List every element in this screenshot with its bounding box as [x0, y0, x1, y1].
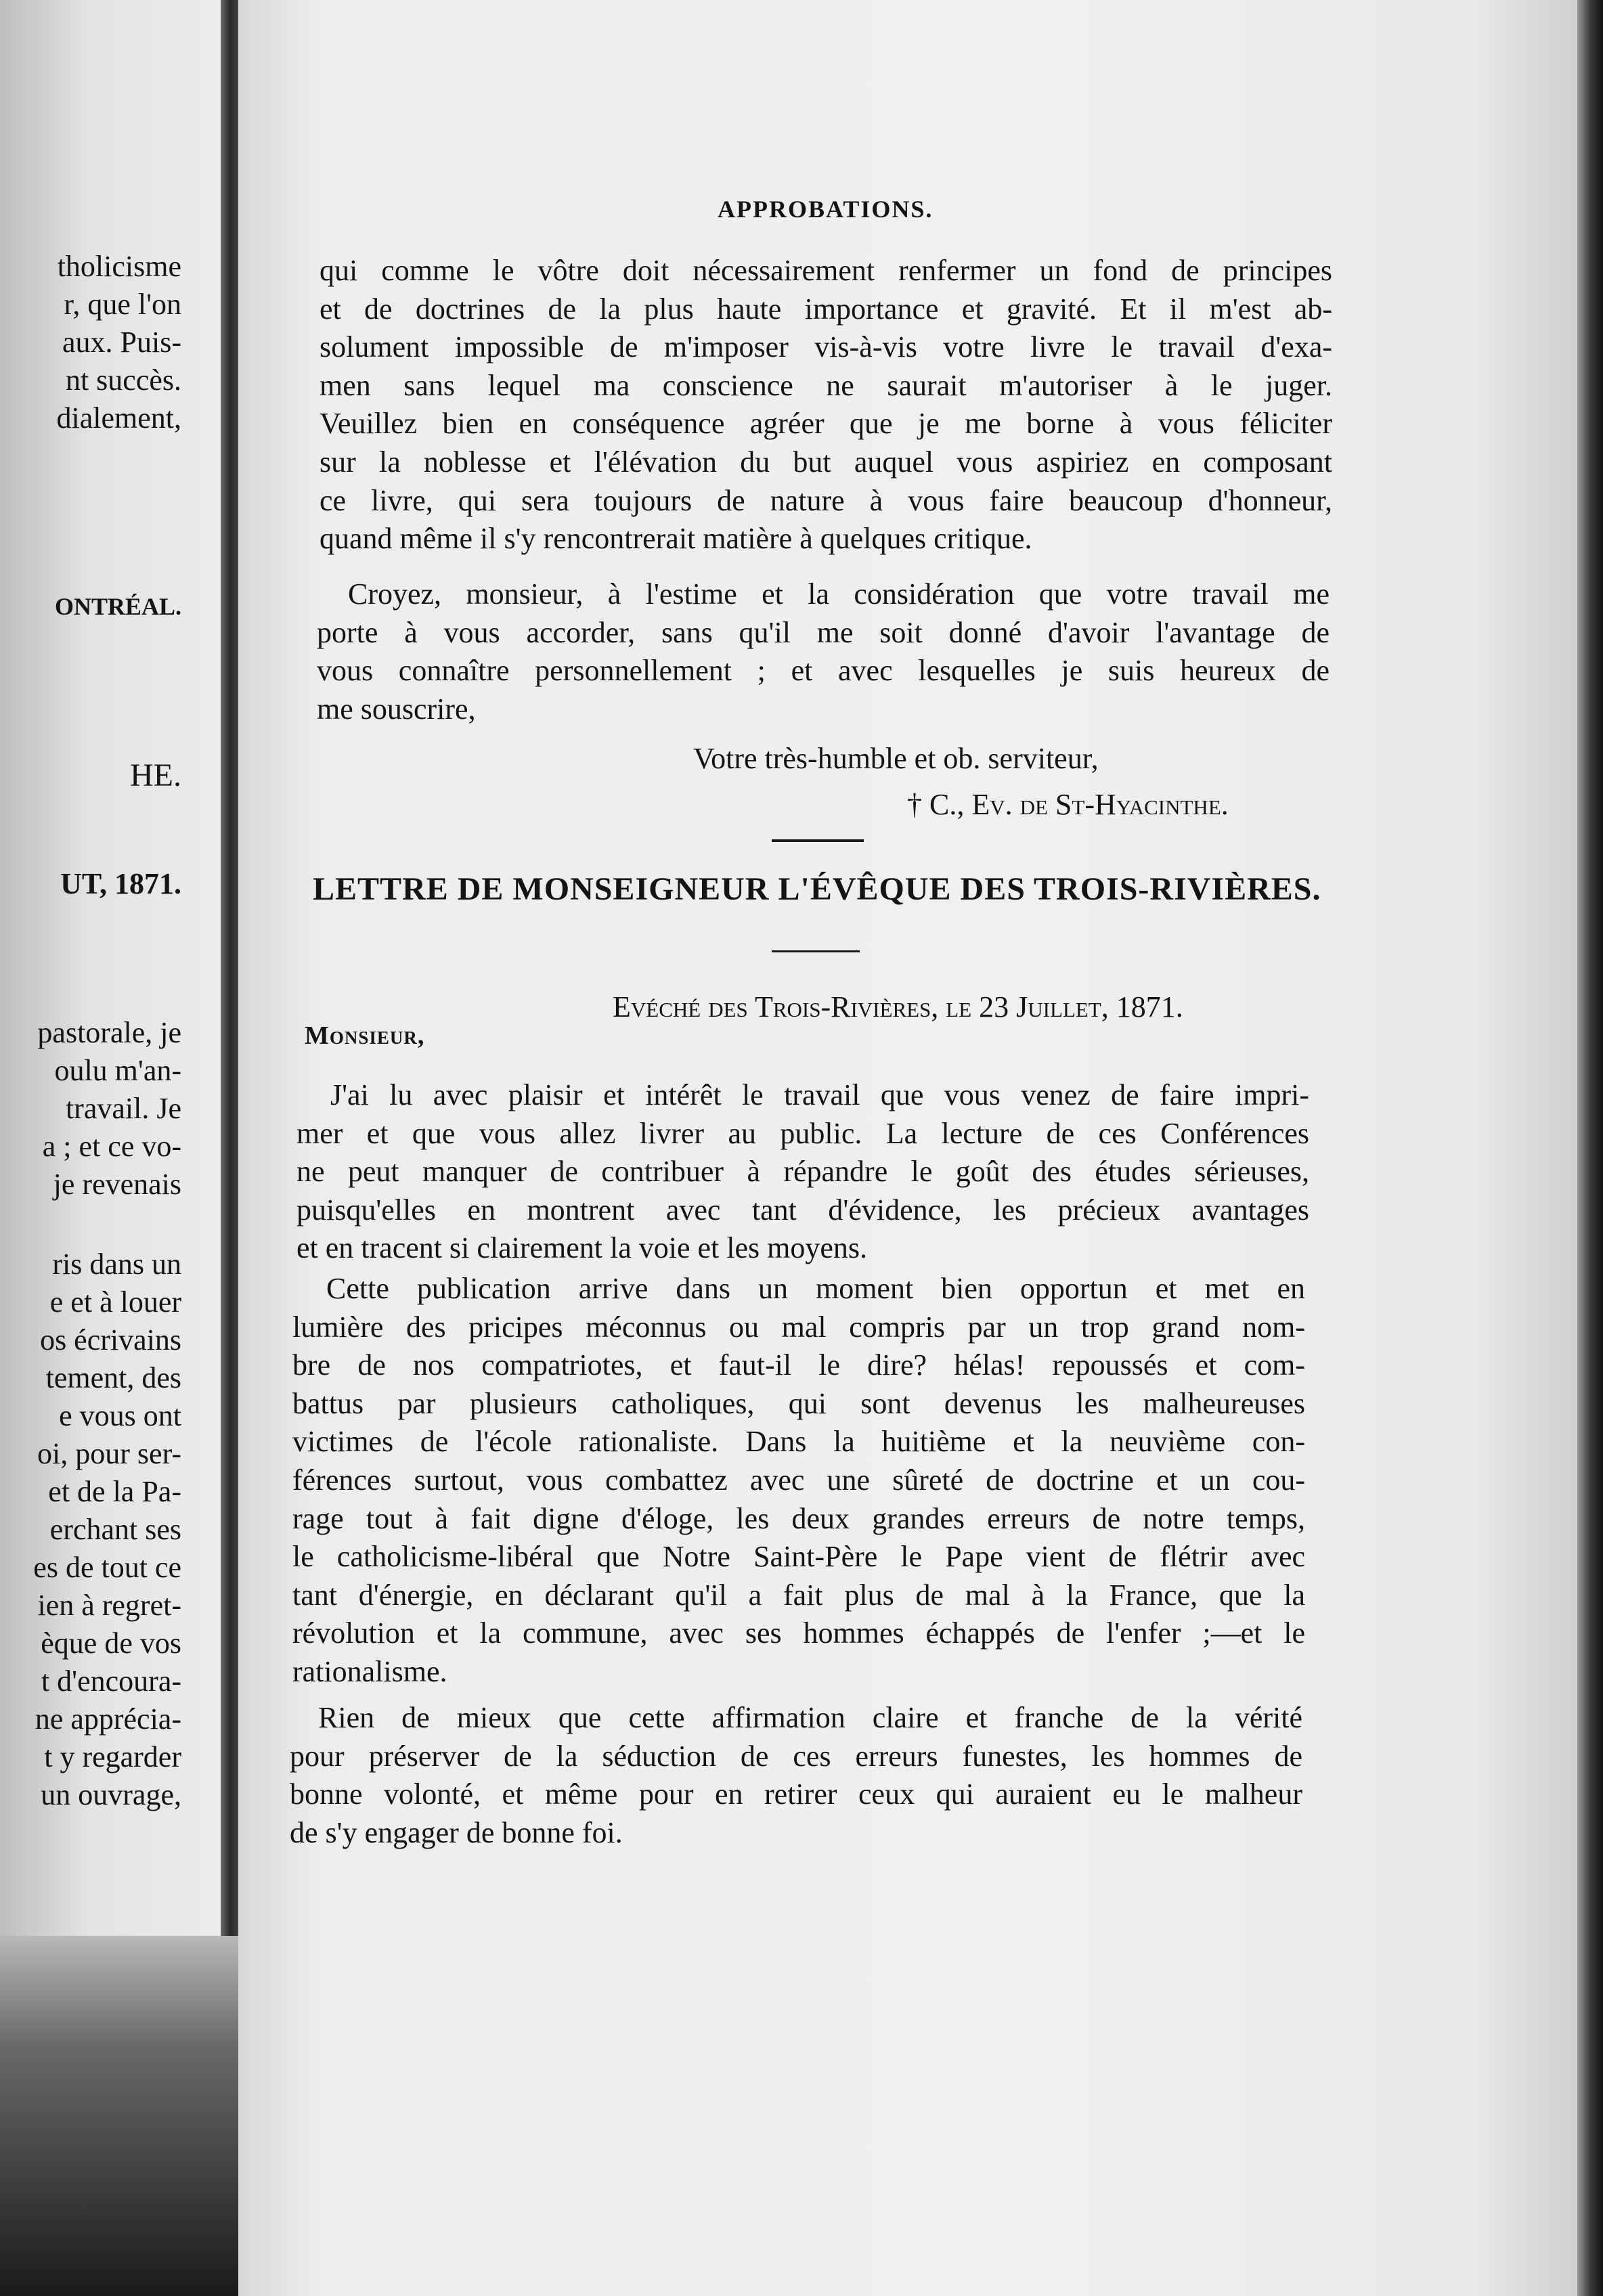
text-line: et en tracent si clairement la voie et les moyens. [297, 1231, 868, 1265]
text-line: rationalisme. [292, 1654, 447, 1688]
text-line: solument impossible de m'imposer vis-à-vis votre livre le travail d'exa- [320, 330, 1332, 364]
text-line: de s'y engager de bonne foi. [290, 1815, 623, 1849]
left-line: aux. Puis- [62, 326, 181, 359]
left-line: tholicisme [57, 250, 181, 283]
text-line: puisqu'elles en montrent avec tant d'évidence, les précieux avantages [297, 1193, 1309, 1227]
left-line: tement, des [45, 1361, 181, 1394]
text-line: ne peut manquer de contribuer à répandre le goût des études sérieuses, [297, 1155, 1309, 1189]
second-letter-paragraph-3 [290, 1699, 1302, 1852]
left-line: ONTRÉAL. [54, 593, 181, 620]
left-line: es de tout ce [33, 1551, 181, 1584]
text-line: qui comme le vôtre doit nécessairement renfermer un fond de principes [320, 254, 1332, 287]
closing-formula: Votre très-humble et ob. serviteur, [693, 742, 1099, 775]
left-page [0, 0, 229, 1963]
left-line: HE. [130, 757, 181, 793]
text-line: me souscrire, [317, 692, 476, 726]
left-line: oulu m'an- [54, 1054, 181, 1087]
text-line: bonne volonté, et même pour en retirer ceux qui auraient eu le malheur [290, 1778, 1302, 1811]
left-line: e vous ont [59, 1399, 181, 1432]
letter-title: LETTRE DE MONSEIGNEUR L'ÉVÊQUE DES TROIS-RIVIÈRES. [313, 871, 1321, 907]
text-line: mer et que vous allez livrer au public. La lecture de ces Conférences [297, 1116, 1309, 1150]
text-line: rage tout à fait digne d'éloge, les deux grandes erreurs de notre temps, [292, 1501, 1305, 1535]
signature: † C., Ev. de St-Hyacinthe. [907, 788, 1229, 821]
left-line: erchant ses [49, 1513, 181, 1546]
salutation: Monsieur, [305, 1021, 425, 1050]
second-letter-paragraph-1 [297, 1076, 1309, 1268]
left-line: un ouvrage, [41, 1778, 181, 1811]
text-line: le catholicisme-libéral que Notre Saint-Père le Pape vient de flétrir avec [292, 1540, 1305, 1574]
title-divider [772, 950, 860, 952]
page-edge [1577, 0, 1603, 2296]
left-line: ris dans un [52, 1248, 181, 1281]
left-line: et de la Pa- [48, 1475, 181, 1508]
left-line: travail. Je [65, 1092, 181, 1125]
second-letter-paragraph-2 [292, 1270, 1305, 1692]
left-line: nt succès. [65, 363, 181, 397]
text-line: sur la noblesse et l'élévation du but auquel vous aspiriez en composant [320, 445, 1332, 479]
text-line: porte à vous accorder, sans qu'il me soit donné d'avoir l'avantage de [317, 615, 1330, 649]
left-line: je revenais [53, 1168, 181, 1201]
text-line: battus par plusieurs catholiques, qui sont devenus les malheureuses [292, 1386, 1305, 1420]
left-line: t d'encoura- [41, 1664, 181, 1698]
left-line: ien à regret- [37, 1589, 181, 1622]
left-line: ne apprécia- [35, 1702, 181, 1736]
text-line: tant d'énergie, en déclarant qu'il a fait plus de mal à la France, que la [292, 1578, 1305, 1612]
text-line: férences surtout, vous combattez avec une sûreté de doctrine et un cou- [292, 1463, 1305, 1497]
left-line: dialement, [56, 401, 181, 435]
left-line: èque de vos [41, 1627, 181, 1660]
text-line: ce livre, qui sera toujours de nature à vous faire beaucoup d'honneur, [320, 483, 1332, 517]
text-line: victimes de l'école rationaliste. Dans la huitième et la neuvième con- [292, 1425, 1305, 1459]
text-line: lumière des pricipes méconnus ou mal compris par un trop grand nom- [292, 1310, 1305, 1344]
text-line: Cette publication arrive dans un moment bien opportun et met en [326, 1272, 1305, 1305]
text-line: vous connaître personnellement ; et avec lesquelles je suis heureux de [317, 654, 1330, 688]
text-line: et de doctrines de la plus haute importance et gravité. Et il m'est ab- [320, 292, 1332, 326]
left-line: pastorale, je [37, 1016, 181, 1049]
text-line: quand même il s'y rencontrerait matière à quelques critique. [320, 522, 1032, 556]
text-line: Rien de mieux que cette affirmation claire et franche de la vérité [318, 1701, 1302, 1734]
first-letter-paragraph-1 [320, 252, 1332, 558]
left-line: UT, 1871. [60, 867, 181, 900]
text-line: Croyez, monsieur, à l'estime et la considération que votre travail me [348, 577, 1330, 611]
text-line: pour préserver de la séduction de ces erreurs funestes, les hommes de [290, 1739, 1302, 1773]
first-letter-paragraph-2 [317, 575, 1330, 728]
left-line: os écrivains [40, 1323, 181, 1356]
left-line: t y regarder [44, 1740, 181, 1773]
dateline: Evéché des Trois-Rivières, le 23 Juillet, 1871. [613, 990, 1183, 1023]
page-shadow [0, 1936, 238, 2296]
text-line: Veuillez bien en conséquence agréer que je me borne à vous féliciter [320, 407, 1332, 441]
text-line: J'ai lu avec plaisir et intérêt le travail que vous venez de faire impri- [330, 1078, 1309, 1111]
left-line: e et à louer [49, 1285, 181, 1319]
text-line: bre de nos compatriotes, et faut-il le dire? hélas! repoussés et com- [292, 1348, 1305, 1382]
text-line: révolution et la commune, avec ses hommes échappés de l'enfer ;—et le [292, 1616, 1305, 1650]
left-line: r, que l'on [64, 288, 181, 321]
section-divider [772, 839, 864, 842]
text-line: men sans lequel ma conscience ne saurait m'autoriser à le juger. [320, 368, 1332, 402]
left-line: oi, pour ser- [37, 1437, 181, 1470]
running-head: APPROBATIONS. [718, 196, 934, 223]
left-line: a ; et ce vo- [42, 1130, 181, 1163]
